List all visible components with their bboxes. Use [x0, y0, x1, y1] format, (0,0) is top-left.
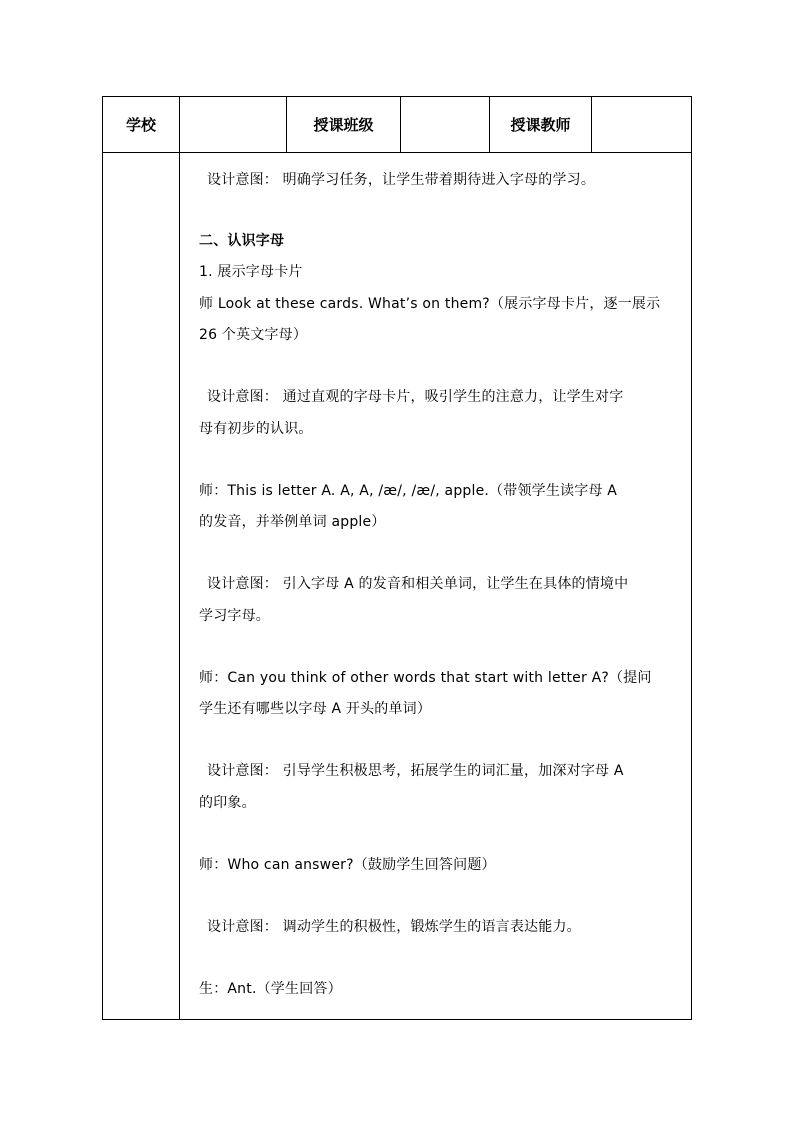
design-intent-text: 母有初步的认识。 — [199, 421, 313, 437]
school-value — [180, 97, 287, 152]
teacher-line: 师：Can you think of other words that start with letter A?（提问 — [199, 670, 652, 686]
table-header-row — [103, 97, 691, 153]
class-label: 授课班级 — [287, 97, 401, 152]
design-intent-text: 设计意图： 通过直观的字母卡片，吸引学生的注意力，让学生对字 — [207, 389, 624, 405]
table-body-row — [103, 153, 691, 1019]
teacher-line: 的发音，并举例单词 apple） — [199, 514, 386, 530]
lesson-table — [102, 96, 692, 1020]
design-intent-text: 设计意图： 调动学生的积极性，锻炼学生的语言表达能力。 — [207, 919, 581, 935]
design-intent-text: 设计意图： 引入字母 A 的发音和相关单词，让学生在具体的情境中 — [207, 576, 629, 592]
teacher-line: 师：Who can answer?（鼓励学生回答问题） — [199, 857, 496, 873]
section-title: 二、认识字母 — [199, 233, 285, 249]
student-line: 生：Ant.（学生回答） — [199, 981, 342, 997]
step-heading: 1. 展示字母卡片 — [199, 264, 303, 280]
teacher-value — [592, 97, 691, 152]
school-label: 学校 — [103, 97, 180, 152]
content-cell — [180, 153, 691, 1019]
design-intent-text: 学习字母。 — [199, 608, 270, 624]
design-intent-text: 的印象。 — [199, 795, 256, 811]
teacher-line: 26 个英文字母） — [199, 327, 308, 343]
class-value — [401, 97, 490, 152]
teacher-line: 师：This is letter A. A, A, /æ/, /æ/, apple.（带领学生读字母 A — [199, 483, 618, 499]
teacher-line: 学生还有哪些以字母 A 开头的单词） — [199, 701, 432, 717]
design-intent-text: 设计意图： 引导学生积极思考，拓展学生的词汇量，加深对字母 A — [207, 763, 624, 779]
teacher-line: 师 Look at these cards. What’s on them?（展示字母卡片，逐一展示 — [199, 296, 661, 312]
left-column-cell — [103, 153, 180, 1019]
design-intent-text: 设计意图： 明确学习任务，让学生带着期待进入字母的学习。 — [207, 172, 596, 188]
teacher-label: 授课教师 — [490, 97, 592, 152]
